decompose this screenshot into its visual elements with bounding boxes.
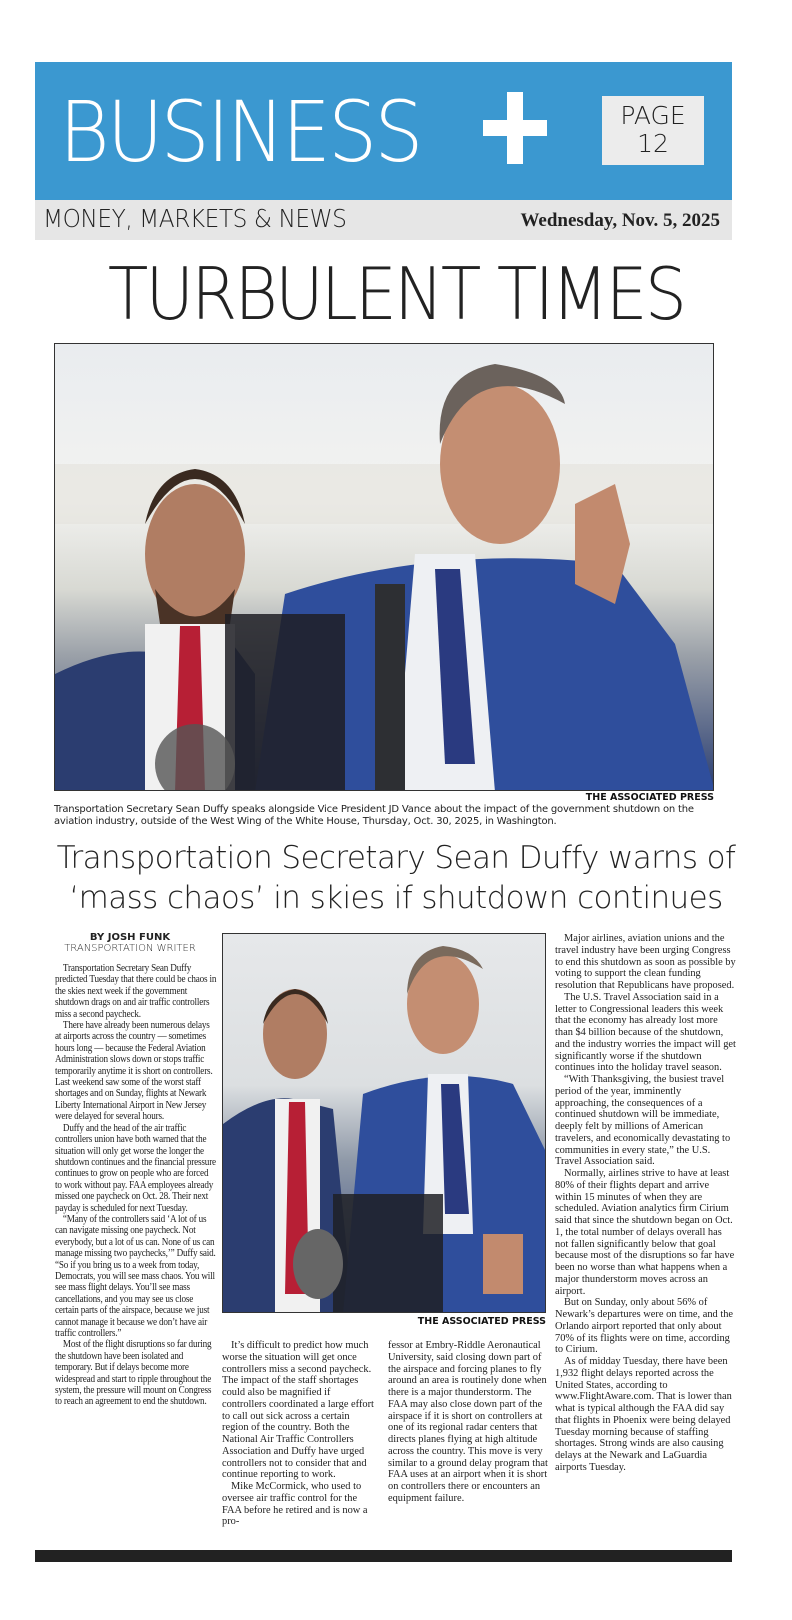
- article-column-4: [555, 933, 737, 1474]
- kicker-title: TURBULENT TIMES: [107, 252, 685, 336]
- paragraph: Normally, airlines strive to have at least 80% of their flights depart and arrive within 15 minutes of when they are scheduled. Aviation analytics firm Cirium said that since the shutdown began on Oct. 1, the total number of delays overall has not fallen significantly below that goal because most of the disruptions so far have been no worse than what happens when a major thunderstorm moves across an airport.: [555, 1168, 735, 1297]
- paragraph: Major airlines, aviation unions and the travel industry have been urging Congress to end this shutdown as soon as possible by voting to support the clean funding resolution that Republicans have proposed.: [555, 933, 736, 991]
- footer-rule: [35, 1550, 732, 1562]
- lead-photo: [54, 343, 714, 791]
- brand-title: BUSINESS: [59, 83, 421, 181]
- paragraph: It’s difficult to predict how much worse the situation will get once controllers miss a second paycheck. The impact of the staff shortages could also be magnified if controllers coordinated a large effort to call out sick across a certain region of the country. Both the National Air Traffic Controllers Association and Duffy have urged controllers not to consider that and continue reporting to work.: [222, 1340, 374, 1481]
- issue-date: Wednesday, Nov. 5, 2025: [520, 210, 720, 231]
- section-name: MONEY, MARKETS & NEWS: [43, 204, 347, 233]
- secondary-photo-credit: THE ASSOCIATED PRESS: [417, 1316, 546, 1327]
- paragraph: Mike McCormick, who used to oversee air traffic control for the FAA before he retired and is now a pro-: [222, 1481, 368, 1528]
- paragraph: The U.S. Travel Association said in a letter to Congressional leaders this week that the economy has already lost more than $4 billion because of the shutdown, and the industry worries the impact will get significantly worse if the shutdown continues into the holiday travel season.: [555, 991, 736, 1074]
- paragraph: Most of the flight disruptions so far during the shutdown have been isolated and temporary. But if delays become more widespread and start to ripple throughout the system, the pressure will mount on Congress to reach an agreement to end the shutdown.: [55, 1339, 212, 1408]
- page-label: PAGE: [620, 101, 686, 130]
- author-name: BY JOSH FUNK: [89, 932, 171, 943]
- byline: [55, 932, 205, 954]
- paragraph: There have already been numerous delays at airports across the country — sometimes hours long — because the Federal Aviation Administration slows down or stops traffic temporarily anytime it is short on controllers. Last weekend saw some of the worst staff shortages and on Sunday, flights at Newark Liberty International Airport in New Jersey were delayed for several hours.: [55, 1020, 213, 1123]
- paragraph: Duffy and the head of the air traffic controllers union have both warned that the situation will only get worse the longer the shutdown continues and the financial pressure continues to grow on people who are forced to work without pay. FAA employees already missed one paycheck on Oct. 28. Their next payday is scheduled for next Tuesday.: [55, 1122, 216, 1214]
- secondary-photo: [222, 933, 546, 1313]
- plus-icon: [483, 92, 545, 164]
- author-title: TRANSPORTATION WRITER: [64, 943, 196, 954]
- page-number-box: [602, 96, 704, 165]
- lead-photo-credit: THE ASSOCIATED PRESS: [585, 792, 714, 803]
- article-column-2: [222, 1340, 377, 1528]
- paragraph: fessor at Embry-Riddle Aeronautical University, said closing down part of the airspace and forcing planes to fly around an area is routinely done when there is a major thunderstorm. The FAA may also close down part of the airspace if it is short on controllers at one of its regional radar centers that directs planes flying at high altitude across the country. This move is very similar to a ground delay program that FAA uses at an airport when it is short on controllers there or encounters an equipment failure.: [388, 1340, 548, 1504]
- section-bar: [35, 200, 732, 240]
- paragraph: Transportation Secretary Sean Duffy predicted Tuesday that there could be chaos in the skies next week if the government shutdown drags on and air traffic controllers miss a second paycheck.: [55, 963, 217, 1020]
- article-column-3: [388, 1340, 548, 1505]
- lead-photo-caption: Transportation Secretary Sean Duffy speaks alongside Vice President JD Vance about the impact of the government shutdown on the aviation industry, outside of the West Wing of the White House, Thursday, Oct. 30, 2025, in Washington.: [54, 804, 694, 827]
- article-headline: Transportation Secretary Sean Duffy warns of ‘mass chaos’ in skies if shutdown continues: [56, 840, 736, 916]
- page-number: 12: [637, 129, 669, 158]
- paragraph: “Many of the controllers said ‘A lot of us can navigate missing one paycheck. Not everybody, but a lot of us can. None of us can manage missing two paychecks,’” Duffy said. “So if you bring us to a week from today, Democrats, you will see mass chaos. You will see mass flight delays. You’ll see mass cancellations, and you may see us close certain parts of the airspace, because we just cannot manage it because we don’t have air traffic controllers.”: [55, 1213, 216, 1339]
- paragraph: But on Sunday, only about 56% of Newark’s departures were on time, and the Orlando airport reported that only about 70% of its flights were on time, according to Cirium.: [555, 1297, 734, 1356]
- paragraph: As of midday Tuesday, there have been 1,932 flight delays reported across the United States, according to www.FlightAware.com. That is lower than what is typical although the FAA did say that flights in Phoenix were being delayed Tuesday morning because of staffing shortages. Strong winds are also causing delays at the Newark and LaGuardia airports Tuesday.: [555, 1356, 732, 1473]
- secondary-photo-illustration: [223, 934, 546, 1313]
- masthead-banner: [35, 62, 732, 200]
- paragraph: “With Thanksgiving, the busiest travel period of the year, imminently approaching, the consequences of a continued shutdown will be immediate, deeply felt by millions of American travelers, and economically devastating to communities in every state,” the U.S. Travel Association said.: [555, 1074, 731, 1168]
- article-column-1: [55, 963, 217, 1408]
- lead-photo-illustration: [55, 344, 714, 791]
